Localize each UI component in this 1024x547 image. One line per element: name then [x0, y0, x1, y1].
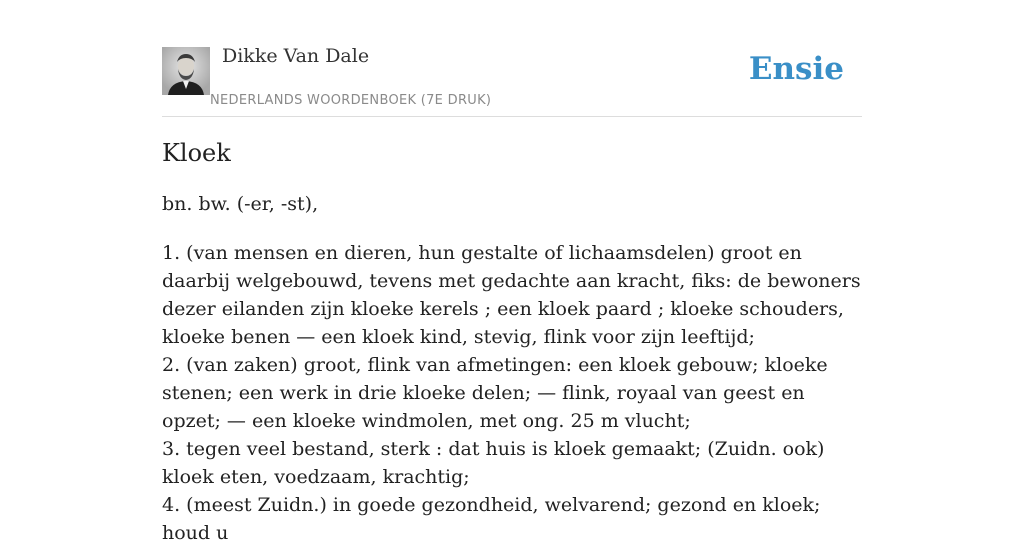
definition-2: 2. (van zaken) groot, flink van afmetingen: een kloek gebouw; kloeke stenen; een werk in drie kloeke delen; — flink, royaal van geest en opzet; — een kloeke windmolen, met ong. 25 m vlucht;	[162, 354, 828, 432]
entry-title: Kloek	[162, 139, 231, 167]
avatar[interactable]	[162, 47, 210, 95]
portrait-photo-icon	[162, 47, 210, 95]
grammar-info: bn. bw. (-er, -st),	[162, 193, 319, 215]
definition-1: 1. (van mensen en dieren, hun gestalte of lichaamsdelen) groot en daarbij welgebouwd, tevens met gedachte aan kracht, fiks: de bewoners dezer eilanden zijn kloeke kerels ; een kloek paard ; kloeke schouders, kloeke benen — een kloek kind, stevig, flink voor zijn leeftijd;	[162, 242, 861, 348]
author-name[interactable]: Dikke Van Dale	[222, 45, 370, 67]
definition-4: 4. (meest Zuidn.) in goede gezondheid, welvarend; gezond en kloek; houd u	[162, 494, 821, 544]
header	[162, 0, 862, 117]
definition-3: 3. tegen veel bestand, sterk : dat huis is kloek gemaakt; (Zuidn. ook) kloek eten, voedzaam, krachtig;	[162, 438, 825, 488]
brand-logo[interactable]: Ensie	[748, 51, 844, 87]
definitions	[162, 239, 867, 547]
page	[162, 0, 862, 544]
dictionary-source[interactable]: NEDERLANDS WOORDENBOEK (7E DRUK)	[210, 93, 492, 108]
